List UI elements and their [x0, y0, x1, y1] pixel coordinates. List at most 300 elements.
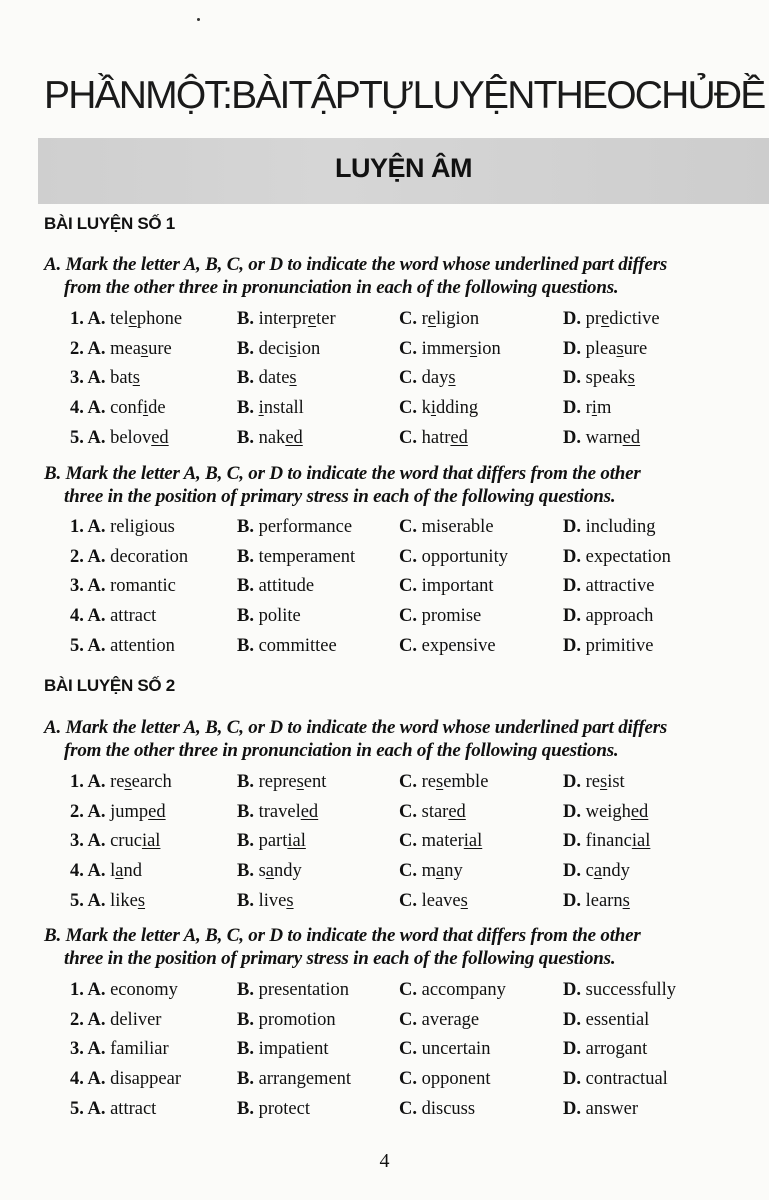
- answer-option: [563, 366, 635, 390]
- answer-option: [399, 800, 466, 824]
- underlined-part: s: [469, 338, 478, 359]
- word-part: warn: [585, 427, 623, 448]
- underlined-part: i: [258, 398, 264, 419]
- instruction: [44, 253, 759, 299]
- option-letter: C.: [399, 831, 417, 852]
- option-letter: B.: [237, 831, 254, 852]
- word-part: successfully: [585, 980, 677, 1000]
- banner-title: LUYỆN ÂM: [335, 153, 472, 183]
- option-letter: 4. A.: [70, 398, 106, 419]
- word-part: nak: [258, 427, 286, 448]
- answer-option: [237, 770, 326, 794]
- question-row: [0, 1067, 769, 1091]
- option-letter: 2. A.: [70, 338, 106, 359]
- answer-option: [563, 574, 654, 598]
- word-part: ny: [444, 861, 463, 882]
- option-letter: C.: [399, 861, 417, 882]
- option-letter: D.: [563, 368, 581, 389]
- underlined-part: ed: [148, 801, 166, 822]
- answer-option: [70, 1037, 169, 1061]
- answer-option: [399, 859, 463, 883]
- answer-option: [563, 1067, 668, 1091]
- word-part: leave: [421, 890, 461, 911]
- question-row: [0, 426, 769, 450]
- option-letter: 5. A.: [70, 890, 106, 911]
- instruction-line: three in the position of primary stress in each of the following questions.: [64, 486, 616, 507]
- answer-option: [237, 604, 301, 628]
- answer-option: [563, 859, 630, 883]
- underlined-part: s: [286, 890, 294, 911]
- word-part: nd: [123, 861, 142, 882]
- underlined-part: i: [591, 398, 597, 419]
- answer-option: [399, 1037, 490, 1061]
- word-part: travel: [258, 801, 301, 822]
- option-letter: B.: [237, 546, 254, 567]
- underlined-part: s: [616, 338, 624, 359]
- question-row: [0, 1008, 769, 1032]
- answer-option: [237, 366, 297, 390]
- question-row: [0, 396, 769, 420]
- word-part: romantic: [110, 576, 176, 597]
- word-part: k: [421, 398, 431, 419]
- word-part: accompany: [421, 980, 506, 1000]
- word-part: presentation: [258, 980, 350, 1000]
- option-letter: D.: [563, 980, 581, 1000]
- word-part: hatr: [421, 427, 451, 448]
- word-part: deci: [258, 338, 290, 359]
- option-letter: D.: [563, 1069, 581, 1090]
- word-part: decoration: [110, 546, 189, 567]
- option-letter: C.: [399, 427, 417, 448]
- answer-option: [399, 634, 496, 658]
- answer-option: [70, 1067, 181, 1091]
- option-letter: 5. A.: [70, 1098, 106, 1119]
- question-row: [0, 829, 769, 853]
- answer-option: [70, 859, 142, 883]
- question-row: [0, 1037, 769, 1061]
- option-letter: D.: [563, 861, 581, 882]
- option-letter: D.: [563, 635, 581, 656]
- option-letter: 1. A.: [70, 309, 106, 329]
- underlined-part: e: [427, 309, 437, 329]
- question-row: [0, 634, 769, 658]
- word-part: earch: [131, 772, 172, 792]
- word-part: arrangement: [258, 1069, 352, 1090]
- word-part: day: [421, 368, 449, 389]
- word-part: ent: [303, 772, 327, 792]
- answer-option: [70, 800, 166, 824]
- question-row: [0, 574, 769, 598]
- option-letter: C.: [399, 772, 417, 792]
- underlined-part: ial: [631, 831, 651, 852]
- answer-option: [237, 1067, 351, 1091]
- answer-option: [563, 426, 640, 450]
- underlined-part: s: [448, 368, 456, 389]
- underlined-part: i: [430, 398, 437, 419]
- option-letter: B.: [237, 890, 254, 911]
- answer-option: [70, 545, 188, 569]
- option-letter: D.: [563, 890, 581, 911]
- word-part: dding: [436, 398, 479, 419]
- instruction-line: A. Mark the letter A, B, C, or D to indicate the word whose underlined part differs: [44, 717, 668, 738]
- word-part: live: [258, 890, 287, 911]
- answer-option: [563, 889, 630, 913]
- option-letter: D.: [563, 309, 581, 329]
- answer-option: [399, 1097, 475, 1121]
- answer-option: [563, 545, 671, 569]
- word-part: attract: [110, 606, 157, 627]
- underlined-part: e: [128, 309, 137, 329]
- answer-option: [237, 829, 306, 853]
- word-part: bat: [110, 368, 133, 389]
- underlined-part: a: [436, 861, 445, 882]
- option-letter: D.: [563, 1039, 581, 1060]
- question-row: [0, 307, 769, 331]
- option-letter: D.: [563, 546, 581, 567]
- option-letter: D.: [563, 398, 581, 419]
- section-heading: BÀI LUYỆN SỐ 1: [44, 214, 175, 233]
- answer-option: [70, 770, 172, 794]
- instruction-line: from the other three in pronunciation in each of the following questions.: [64, 277, 619, 298]
- answer-option: [563, 1097, 638, 1121]
- word-part: including: [585, 517, 656, 537]
- word-part: economy: [110, 980, 178, 1000]
- answer-option: [70, 366, 140, 390]
- answer-option: [70, 337, 172, 361]
- option-letter: C.: [399, 980, 417, 1000]
- option-letter: B.: [237, 427, 254, 448]
- word-part: re: [421, 772, 436, 792]
- answer-option: [563, 1037, 647, 1061]
- question-row: [0, 515, 769, 539]
- question-row: [0, 545, 769, 569]
- option-letter: D.: [563, 517, 581, 537]
- option-letter: B.: [237, 801, 254, 822]
- word-part: expensive: [421, 635, 496, 656]
- option-letter: B.: [237, 517, 254, 537]
- option-letter: 1. A.: [70, 772, 106, 792]
- answer-option: [399, 515, 494, 539]
- word-part: ure: [148, 338, 172, 359]
- word-part: temperament: [258, 546, 356, 567]
- answer-option: [563, 1008, 649, 1032]
- underlined-part: s: [436, 772, 444, 792]
- word-part: attitude: [258, 576, 315, 597]
- word-part: mea: [110, 338, 141, 359]
- word-part: attention: [110, 635, 175, 656]
- answer-option: [399, 545, 508, 569]
- underlined-part: s: [137, 890, 146, 911]
- option-letter: C.: [399, 517, 417, 537]
- word-part: ndy: [274, 861, 302, 882]
- word-part: m: [596, 398, 612, 419]
- option-letter: C.: [399, 1098, 417, 1119]
- option-letter: 5. A.: [70, 635, 106, 656]
- underlined-part: a: [593, 861, 603, 882]
- answer-option: [399, 889, 468, 913]
- word-part: opportunity: [421, 546, 508, 567]
- option-letter: 3. A.: [70, 1039, 106, 1060]
- word-part: jump: [110, 801, 149, 822]
- option-letter: D.: [563, 576, 581, 597]
- option-letter: B.: [237, 980, 254, 1000]
- underlined-part: s: [289, 338, 297, 359]
- option-letter: 3. A.: [70, 576, 106, 597]
- question-row: [0, 337, 769, 361]
- option-letter: B.: [237, 1009, 254, 1030]
- answer-option: [399, 426, 468, 450]
- underlined-part: s: [460, 890, 468, 911]
- word-part: r: [585, 398, 592, 419]
- answer-option: [399, 604, 481, 628]
- answer-option: [563, 829, 650, 853]
- option-letter: D.: [563, 606, 581, 627]
- option-letter: D.: [563, 338, 581, 359]
- word-part: part: [258, 831, 288, 852]
- underlined-part: s: [622, 890, 630, 911]
- answer-option: [563, 396, 611, 420]
- answer-option: [399, 770, 488, 794]
- answer-option: [399, 1008, 479, 1032]
- answer-option: [399, 574, 494, 598]
- answer-option: [70, 634, 175, 658]
- option-letter: C.: [399, 368, 417, 389]
- answer-option: [237, 574, 314, 598]
- instruction: [44, 462, 759, 508]
- option-letter: D.: [563, 427, 581, 448]
- word-part: performance: [258, 517, 353, 537]
- instruction-line: three in the position of primary stress in each of the following questions.: [64, 948, 616, 969]
- answer-option: [70, 574, 176, 598]
- word-part: nstall: [263, 398, 304, 419]
- word-part: ligion: [436, 309, 480, 329]
- word-part: important: [421, 576, 494, 597]
- question-row: [0, 978, 769, 1002]
- option-letter: D.: [563, 772, 581, 792]
- option-letter: B.: [237, 338, 254, 359]
- word-part: promise: [421, 606, 482, 627]
- topic-banner: [38, 138, 769, 204]
- answer-option: [70, 604, 156, 628]
- word-part: promotion: [258, 1009, 336, 1030]
- answer-option: [237, 426, 303, 450]
- word-part: discuss: [421, 1098, 476, 1119]
- answer-option: [563, 770, 625, 794]
- option-letter: C.: [399, 1009, 417, 1030]
- word-part: expectation: [585, 546, 671, 567]
- answer-option: [563, 978, 676, 1002]
- answer-option: [399, 978, 506, 1002]
- option-letter: C.: [399, 1069, 417, 1090]
- option-letter: C.: [399, 309, 417, 329]
- option-letter: B.: [237, 398, 254, 419]
- underlined-part: ed: [448, 801, 466, 822]
- underlined-part: a: [115, 861, 124, 882]
- option-letter: B.: [237, 635, 254, 656]
- answer-option: [399, 829, 482, 853]
- word-part: belov: [110, 427, 152, 448]
- word-part: like: [110, 890, 138, 911]
- word-part: religious: [110, 517, 175, 537]
- speck-mark: [197, 18, 200, 21]
- word-part: answer: [585, 1098, 639, 1119]
- word-part: learn: [585, 890, 623, 911]
- word-part: ist: [607, 772, 625, 792]
- option-letter: B.: [237, 1098, 254, 1119]
- answer-option: [70, 1008, 161, 1032]
- option-letter: C.: [399, 546, 417, 567]
- word-part: dictive: [609, 309, 660, 329]
- word-part: attractive: [585, 576, 655, 597]
- question-row: [0, 889, 769, 913]
- answer-option: [399, 396, 478, 420]
- word-part: re: [110, 772, 125, 792]
- underlined-part: ed: [300, 801, 319, 822]
- option-letter: 2. A.: [70, 1009, 106, 1030]
- option-letter: D.: [563, 1009, 581, 1030]
- option-letter: C.: [399, 1039, 417, 1060]
- word-part: impatient: [258, 1039, 329, 1060]
- underlined-part: s: [132, 368, 140, 389]
- option-letter: B.: [237, 606, 254, 627]
- word-part: r: [421, 309, 428, 329]
- option-letter: 4. A.: [70, 606, 106, 627]
- word-part: financ: [585, 831, 632, 852]
- underlined-part: e: [601, 309, 610, 329]
- word-part: protect: [258, 1098, 310, 1119]
- word-part: familiar: [110, 1039, 169, 1060]
- answer-option: [237, 889, 294, 913]
- option-letter: C.: [399, 576, 417, 597]
- underlined-part: ed: [151, 427, 169, 448]
- instruction: [44, 924, 759, 970]
- word-part: approach: [585, 606, 654, 627]
- word-part: repre: [258, 772, 297, 792]
- word-part: ion: [477, 338, 501, 359]
- underlined-part: a: [265, 861, 275, 882]
- word-part: attract: [110, 1098, 157, 1119]
- word-part: immer: [421, 338, 470, 359]
- option-letter: B.: [237, 368, 254, 389]
- section-heading: BÀI LUYỆN SỐ 2: [44, 676, 175, 695]
- option-letter: 5. A.: [70, 427, 106, 448]
- underlined-part: s: [140, 338, 149, 359]
- word-part: plea: [585, 338, 617, 359]
- answer-option: [237, 396, 304, 420]
- answer-option: [237, 1097, 310, 1121]
- option-letter: 1. A.: [70, 980, 106, 1000]
- answer-option: [399, 1067, 490, 1091]
- answer-option: [237, 634, 337, 658]
- answer-option: [237, 1008, 336, 1032]
- underlined-part: i: [142, 398, 149, 419]
- word-part: primitive: [585, 635, 654, 656]
- answer-option: [237, 1037, 328, 1061]
- answer-option: [70, 426, 169, 450]
- answer-option: [563, 307, 660, 331]
- instruction-line: B. Mark the letter A, B, C, or D to indicate the word that differs from the other: [44, 925, 641, 946]
- word-part: emble: [443, 772, 489, 792]
- option-letter: 4. A.: [70, 861, 106, 882]
- underlined-part: ed: [450, 427, 468, 448]
- word-part: m: [421, 861, 437, 882]
- underlined-part: e: [307, 309, 317, 329]
- word-part: star: [421, 801, 449, 822]
- option-letter: B.: [237, 772, 254, 792]
- underlined-part: ial: [287, 831, 306, 852]
- option-letter: B.: [237, 1039, 254, 1060]
- option-letter: 2. A.: [70, 546, 106, 567]
- option-letter: B.: [237, 1069, 254, 1090]
- underlined-part: s: [600, 772, 608, 792]
- answer-option: [70, 889, 145, 913]
- option-letter: D.: [563, 1098, 581, 1119]
- answer-option: [399, 337, 501, 361]
- word-part: c: [585, 861, 594, 882]
- answer-option: [563, 337, 647, 361]
- answer-option: [563, 515, 656, 539]
- word-part: committee: [258, 635, 337, 656]
- word-part: l: [110, 861, 116, 882]
- option-letter: B.: [237, 861, 254, 882]
- answer-option: [70, 515, 175, 539]
- underlined-part: s: [296, 772, 304, 792]
- option-letter: C.: [399, 890, 417, 911]
- underlined-part: ial: [463, 831, 483, 852]
- word-part: arrogant: [585, 1039, 648, 1060]
- page-title: PHẦNMỘT:BÀITẬPTỰLUYỆNTHEOCHỦĐỀ: [44, 74, 765, 117]
- word-part: polite: [258, 606, 301, 627]
- option-letter: 2. A.: [70, 801, 106, 822]
- option-letter: D.: [563, 831, 581, 852]
- option-letter: B.: [237, 576, 254, 597]
- option-letter: 4. A.: [70, 1069, 106, 1090]
- underlined-part: ed: [622, 427, 641, 448]
- word-part: average: [421, 1009, 480, 1030]
- answer-option: [237, 978, 349, 1002]
- answer-option: [563, 800, 648, 824]
- word-part: disappear: [110, 1069, 181, 1090]
- underlined-part: s: [627, 368, 635, 389]
- word-part: weigh: [585, 801, 631, 822]
- answer-option: [237, 800, 318, 824]
- underlined-part: ial: [141, 831, 161, 852]
- word-part: date: [258, 368, 290, 389]
- answer-option: [70, 829, 160, 853]
- word-part: pr: [585, 309, 602, 329]
- word-part: opponent: [421, 1069, 491, 1090]
- underlined-part: s: [289, 368, 297, 389]
- option-letter: C.: [399, 606, 417, 627]
- option-letter: C.: [399, 801, 417, 822]
- option-letter: C.: [399, 398, 417, 419]
- word-part: phone: [136, 309, 183, 329]
- word-part: speak: [585, 368, 628, 389]
- question-row: [0, 859, 769, 883]
- option-letter: C.: [399, 338, 417, 359]
- answer-option: [237, 859, 302, 883]
- option-letter: 3. A.: [70, 368, 106, 389]
- word-part: essential: [585, 1009, 650, 1030]
- underlined-part: ed: [630, 801, 649, 822]
- question-row: [0, 604, 769, 628]
- answer-option: [237, 515, 352, 539]
- answer-option: [563, 634, 653, 658]
- option-letter: 3. A.: [70, 831, 106, 852]
- instruction-line: from the other three in pronunciation in each of the following questions.: [64, 740, 619, 761]
- option-letter: C.: [399, 635, 417, 656]
- word-part: interpr: [258, 309, 308, 329]
